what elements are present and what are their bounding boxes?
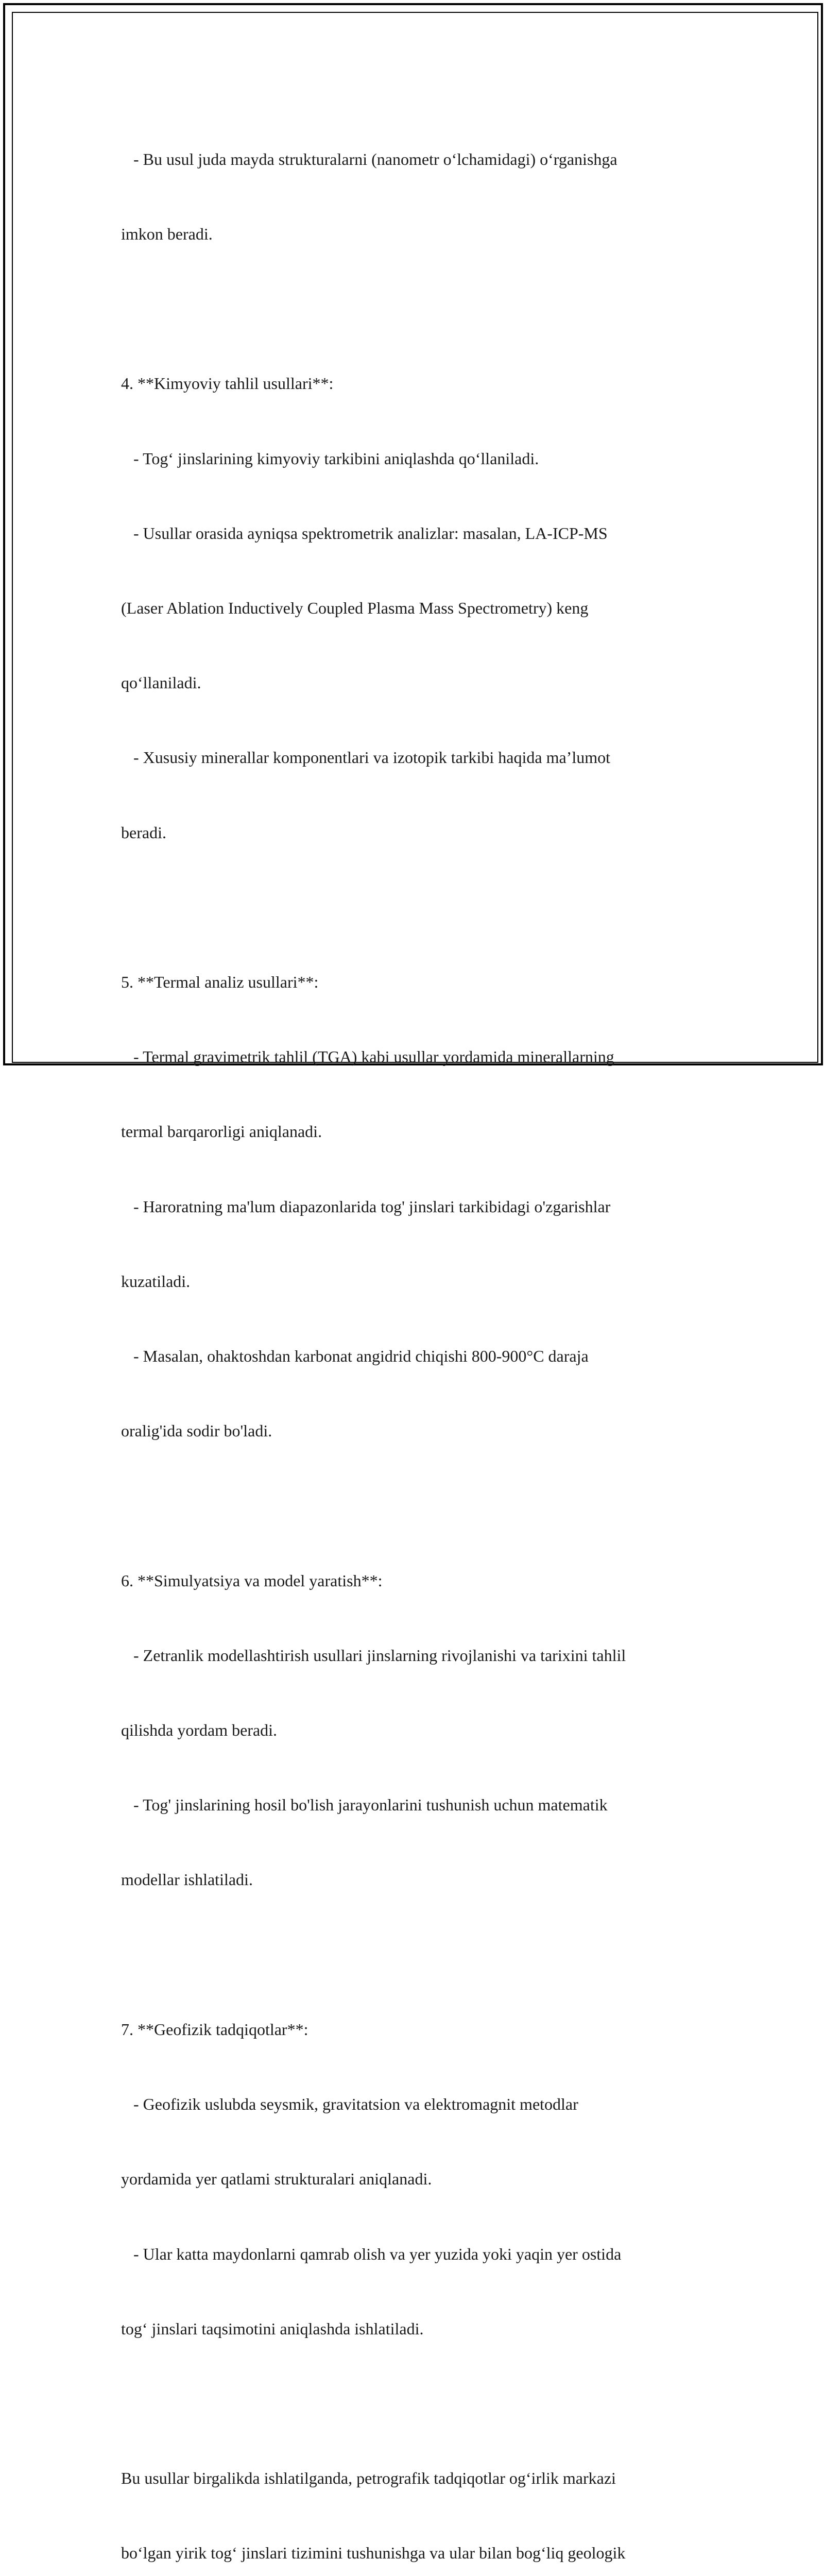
text-line: - Tog‘ jinslarining kimyoviy tarkibini aniqlashda qo‘llaniladi.: [121, 449, 539, 468]
blank-line: [121, 895, 713, 920]
text-line: - Masalan, ohaktoshdan karbonat angidrid chiqishi 800-900°C daraja: [121, 1347, 589, 1366]
text-line: (Laser Ablation Inductively Coupled Plasma Mass Spectrometry) keng: [121, 599, 589, 618]
text-line: - Termal gravimetrik tahlil (TGA) kabi usullar yordamida minerallarning: [121, 1047, 614, 1066]
text-line: - Bu usul juda mayda strukturalarni (nanometr o‘lchamidagi) o‘rganishga: [121, 149, 617, 168]
text-line: - Ular katta maydonlarni qamrab olish va yer yuzida yoki yaqin yer ostida: [121, 2244, 622, 2263]
section-heading: 6. **Simulyatsiya va model yaratish**:: [121, 1571, 383, 1590]
text-line: - Tog' jinslarining hosil bo'lish jarayonlarini tushunish uchun matematik: [121, 1795, 608, 1815]
text-line: - Zetranlik modellashtirish usullari jinslarning rivojlanishi va tarixini tahlil: [121, 1646, 626, 1665]
text-line: kuzatiladi.: [121, 1272, 191, 1291]
text-line: - Geofizik uslubda seysmik, gravitatsion va elektromagnit metodlar: [121, 2095, 578, 2114]
text-line: - Haroratning ma'lum diapazonlarida tog' jinslari tarkibidagi o'zgarishlar: [121, 1197, 611, 1216]
text-line: - Xususiy minerallar komponentlari va izotopik tarkibi haqida ma’lumot: [121, 748, 610, 767]
section-heading: 5. **Termal analiz usullari**:: [121, 973, 319, 992]
blank-line: [121, 1493, 713, 1518]
text-line: modellar ishlatiladi.: [121, 1870, 253, 1889]
text-line: beradi.: [121, 823, 166, 842]
blank-line: [121, 296, 713, 321]
section-heading: 7. **Geofizik tadqiqotlar**:: [121, 2020, 308, 2039]
text-line: termal barqarorligi aniqlanadi.: [121, 1122, 322, 1141]
document-body: [121, 97, 713, 2576]
text-line: bo‘lgan yirik tog‘ jinslari tizimini tushunishga va ular bilan bog‘liq geologik: [121, 2544, 626, 2563]
text-line: Bu usullar birgalikda ishlatilganda, petrografik tadqiqotlar og‘irlik markazi: [121, 2469, 616, 2488]
text-line: yordamida yer qatlami strukturalari aniqlanadi.: [121, 2170, 432, 2189]
text-line: tog‘ jinslari taqsimotini aniqlashda ishlatiladi.: [121, 2319, 424, 2338]
text-line: - Usullar orasida ayniqsa spektrometrik analizlar: masalan, LA-ICP-MS: [121, 523, 608, 543]
text-line: qilishda yordam beradi.: [121, 1721, 278, 1740]
text-line: oralig'ida sodir bo'ladi.: [121, 1421, 272, 1440]
blank-line: [121, 1942, 713, 1967]
text-line: qo‘llaniladi.: [121, 673, 201, 692]
section-heading: 4. **Kimyoviy tahlil usullari**:: [121, 374, 334, 393]
blank-line: [121, 2391, 713, 2416]
text-line: imkon beradi.: [121, 225, 213, 244]
